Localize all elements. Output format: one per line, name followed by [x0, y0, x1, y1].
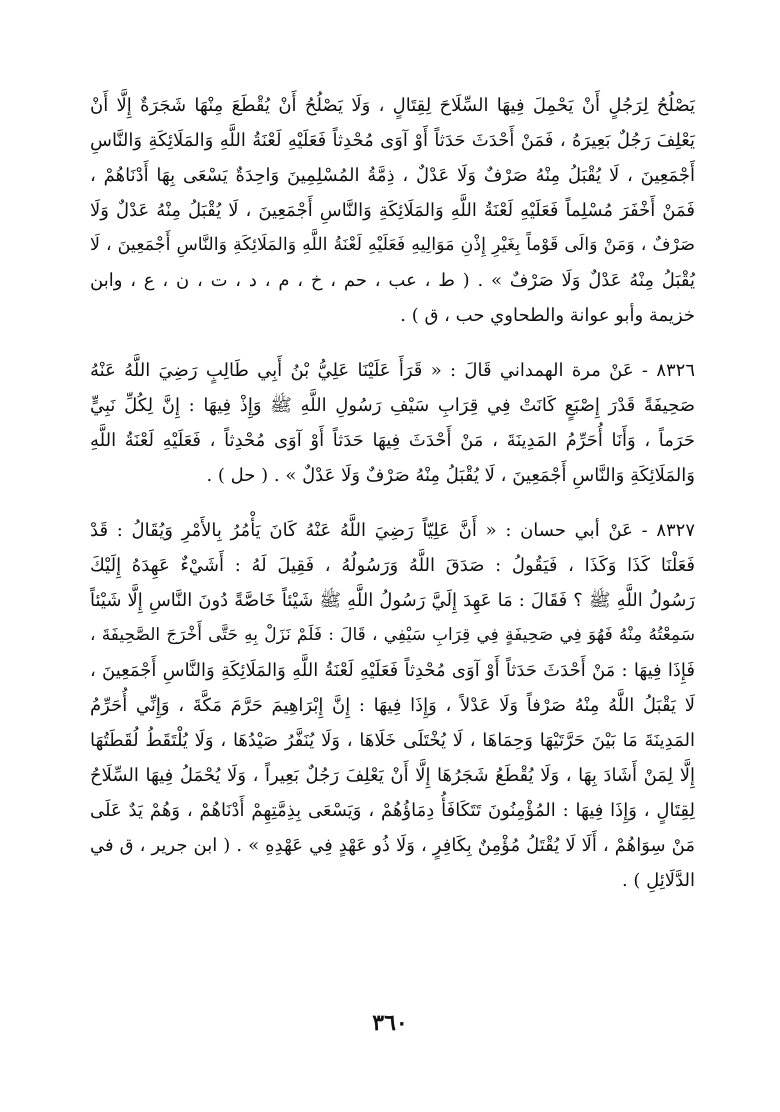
text-line: حَرَماً ، وَأَنَا أُحَرِّمُ المَدِينَةَ ، مَنْ أَحْدَثَ فِيهَا حَدَثاً أَوْ آوَى مُحْدِثاً ، فَعَلَيْهِ لَعْنَةُ اللَّهِ — [90, 430, 695, 451]
text-line: سَمِعْتُهُ مِنْهُ فَهُوَ فِي صَحِيفَةٍ فِي قِرَابِ سَيْفِي ، قَالَ : فَلَمْ نَزَلْ بِهِ حَتَّى أَخْرَجَ الصَّحِيفَةَ ، — [90, 625, 695, 645]
text-line: فَإِذَا فِيهَا : مَنْ أَحْدَثَ حَدَثاً أَوْ آوَى مُحْدِثاً فَعَلَيْهِ لَعْنَةُ اللَّهِ وَالمَلَائِكَةِ وَالنَّاسِ أَجْمَعِينَ ، — [90, 660, 695, 681]
paragraph-spacer — [90, 333, 695, 353]
hadith-8327 — [90, 513, 695, 898]
text-line: صَحِيفَةً قَدْرَ إِصْبَعٍ كَانَتْ فِي قِرَابِ سَيْفِ رَسُولِ اللَّهِ ﷺ وَإِذْ فِيهَا : إِنَّ لِكُلِّ نَبِيٍّ — [90, 395, 695, 416]
text-line: المَدِينَةَ مَا بَيْنَ حَرَّتَيْهَا وَحِمَاهَا ، لَا يُخْتَلَى خَلَاهَا ، وَلَا يُنَفَّرُ صَيْدُهَا ، وَلَا يُلْتَقَطُ لُقَطَتُهَا — [90, 730, 695, 751]
text-line: ٨٣٢٦ - عَنْ مرة الهمداني قَالَ : « قَرَأَ عَلَيْنَا عَلِيُّ بْنُ أَبِي طَالِبٍ رَضِيَ اللَّهُ عَنْهُ — [90, 360, 695, 381]
text-line: خزيمة وأبو عوانة والطحاوي حب ، ق ) . — [400, 305, 695, 326]
text-line: ٨٣٢٧ - عَنْ أبي حسان : « أَنَّ عَلِيّاً رَضِيَ اللَّهُ عَنْهُ كَانَ يَأْمُرُ بِالأَمْرِ وَيُقَالُ : قَدْ — [90, 520, 695, 541]
hadith-8326 — [90, 353, 695, 493]
text-line: رَسُولُ اللَّهِ ﷺ ؟ فَقَالَ : مَا عَهِدَ إِلَيَّ رَسُولُ اللَّهِ ﷺ شَيْئاً خَاصَّةً دُونَ النَّاسِ إِلَّا شَيْئاً — [90, 590, 695, 611]
text-line: مَنْ سِوَاهُمْ ، أَلَا لَا يُقْتَلُ مُؤْمِنٌ بِكَافِرٍ ، وَلَا ذُو عَهْدٍ فِي عَهْدِهِ » . ( ابن جرير ، ق في — [90, 835, 695, 856]
text-line: إِلَّا لِمَنْ أَشَادَ بِهَا ، وَلَا يُقْطَعُ شَجَرُهَا إِلَّا أَنْ يَعْلِفَ رَجُلٌ بَعِيراً ، وَلَا يُحْمَلُ فِيهَا السِّلَاحُ — [90, 765, 695, 786]
text-line: لَا يَقْبَلُ اللَّهُ مِنْهُ صَرْفاً وَلَا عَدْلاً ، وَإِذَا فِيهَا : إِنَّ إِبْرَاهِيمَ حَرَّمَ مَكَّةَ ، وَإِنِّي أُحَرِّمُ — [90, 695, 695, 716]
text-line: فَعَلْنَا كَذَا وَكَذَا ، فَيَقُولُ : صَدَقَ اللَّهُ وَرَسُولُهُ ، فَقِيلَ لَهُ : أَشَيْءٌ عَهِدَهُ إِلَيْكَ — [90, 555, 695, 576]
text-line: صَرْفٌ ، وَمَنْ وَالَى قَوْماً بِغَيْرِ إِذْنِ مَوَالِيهِ فَعَلَيْهِ لَعْنَةُ اللَّهِ وَالمَلَائِكَةِ وَالنَّاسِ أَجْمَعِينَ ، لَا — [90, 235, 695, 255]
text-line: يَصْلُحُ لِرَجُلٍ أَنْ يَحْمِلَ فِيهَا السِّلَاحَ لِقِتَالٍ ، وَلَا يَصْلُحُ أَنْ يُقْطَعَ مِنْهَا شَجَرَةٌ إِلَّا أَنْ — [90, 95, 695, 116]
page-number: ٣٦٠ — [372, 1010, 408, 1036]
text-line: الدَّلَائِلِ ) . — [621, 870, 695, 891]
hadith-paragraph-continued — [90, 88, 695, 333]
paragraph-spacer — [90, 493, 695, 513]
text-line: يُقْبَلُ مِنْهُ عَدْلٌ وَلَا صَرْفٌ » . ( ط ، عب ، حم ، خ ، م ، د ، ت ، ن ، ع ، وابن — [90, 270, 695, 291]
text-line: وَالمَلَائِكَةِ وَالنَّاسِ أَجْمَعِينَ ، لَا يُقْبَلُ مِنْهُ صَرْفٌ وَلَا عَدْلٌ » . ( حل ) . — [206, 465, 695, 486]
page-body — [90, 88, 695, 898]
text-line: يَعْلِفَ رَجُلٌ بَعِيرَهُ ، فَمَنْ أَحْدَثَ حَدَثاً أَوْ آوَى مُحْدِثاً فَعَلَيْهِ لَعْنَةُ اللَّهِ وَالمَلَائِكَةِ وَالنَّاسِ — [90, 130, 695, 151]
text-line: فَمَنْ أَخْفَرَ مُسْلِماً فَعَلَيْهِ لَعْنَةُ اللَّهِ وَالمَلَائِكَةِ وَالنَّاسِ أَجْمَعِينَ ، لَا يُقْبَلُ مِنْهُ عَدْلٌ وَلَا — [90, 200, 695, 221]
text-line: أَجْمَعِينَ ، لَا يُقْبَلُ مِنْهُ صَرْفٌ وَلَا عَدْلٌ ، ذِمَّةُ المُسْلِمِينَ وَاحِدَةٌ يَسْعَى بِهَا أَدْنَاهُمْ ، — [90, 165, 695, 186]
text-line: لِقِتَالٍ ، وَإِذَا فِيهَا : المُؤْمِنُونَ تَتَكَافَأُ دِمَاؤُهُمْ ، وَيَسْعَى بِذِمَّتِهِمْ أَدْنَاهُمْ ، وَهُمْ يَدٌ عَلَى — [90, 800, 695, 821]
